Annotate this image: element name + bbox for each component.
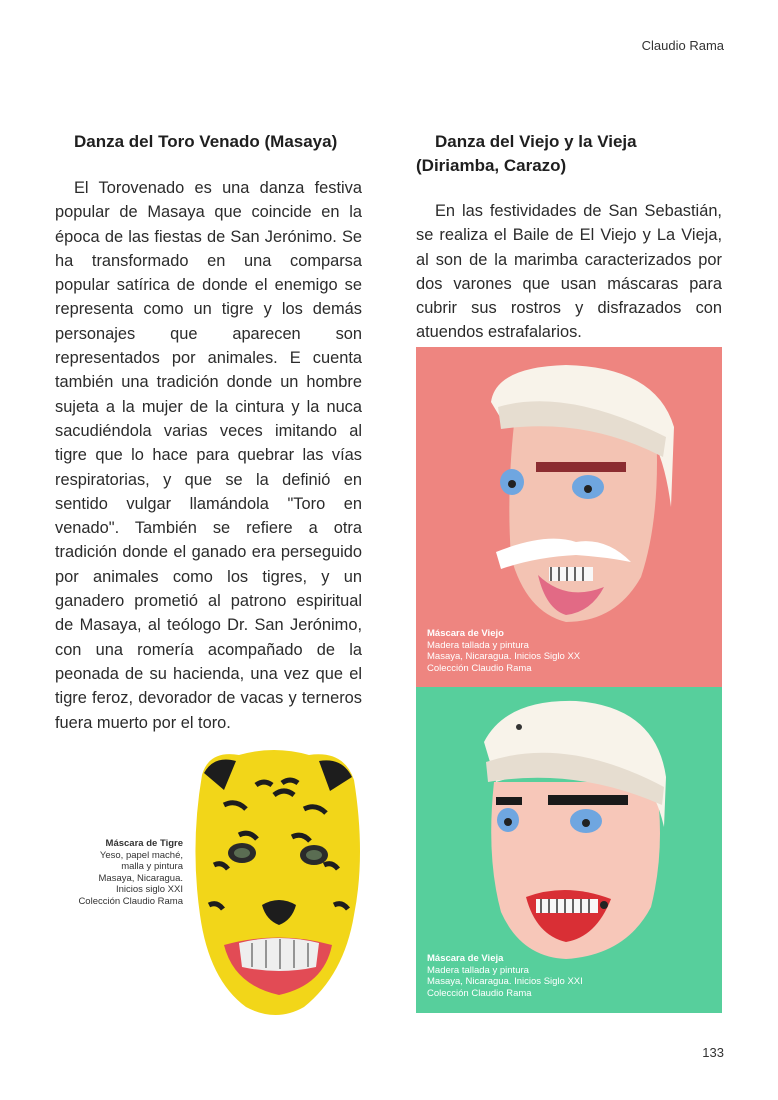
section-heading-viejo-vieja: Danza del Viejo y la Vieja (Diriamba, Carazo)	[416, 132, 637, 175]
caption-mascara-viejo	[427, 628, 580, 674]
caption-line: Colección Claudio Rama	[78, 895, 183, 907]
paragraph-toro-venado: El Torovenado es una danza festiva popular de Masaya que coincide en la época de las fiestas de San Jerónimo. Se ha transformado en una comparsa popular satírica de donde el enemigo se representa como un tigre y los demás personajes que aparecen son representados por animales. E cuenta también una tradición donde un hombre sujeta a la mujer de la cintura y la nuca sacudiéndola varias veces imitando al tigre que lo hace para quebrar las vías respiratorias, y que se la definió en sentido vulgar llamándola "Toro en venado". También se refiere a otra tradición donde el ganado era perseguido por animales como los tigres, y un ganadero prometió al patrono espiritual de Masaya, al teólogo Dr. San Jerónimo, con una romería acompañado de la peonada de su hacienda, una vez que el tigre feroz, devorador de vacas y terneros fuera muerto por el toro.	[55, 179, 362, 732]
caption-line: Masaya, Nicaragua.	[98, 872, 183, 884]
section-heading-toro-venado: Danza del Toro Venado (Masaya)	[74, 132, 338, 151]
paragraph-viejo-vieja: En las festividades de San Sebastián, se realiza el Baile de El Viejo y La Vieja, al son de la marimba caracterizados por dos varones que usan máscaras para cubrir sus rostros y disfrazados con atuendos estrafalarios.	[416, 202, 722, 342]
photo-mascara-tigre	[184, 745, 368, 1023]
caption-title: Máscara de Vieja	[427, 953, 504, 964]
caption-line: Colección Claudio Rama	[427, 987, 532, 999]
caption-mascara-vieja	[427, 953, 583, 999]
running-header-author: Claudio Rama	[641, 38, 724, 53]
caption-line: Madera tallada y pintura	[427, 964, 529, 976]
caption-line: Yeso, papel maché,	[99, 849, 183, 861]
page-number: 133	[702, 1045, 724, 1060]
caption-line: Madera tallada y pintura	[427, 639, 529, 651]
caption-line: Inicios siglo XXI	[115, 884, 183, 895]
right-column	[416, 130, 722, 345]
caption-line: Masaya, Nicaragua. Inicios Siglo XXI	[427, 976, 583, 987]
left-column	[55, 130, 362, 735]
caption-line: Colección Claudio Rama	[427, 662, 532, 674]
caption-line: malla y pintura	[121, 861, 183, 872]
caption-line: Masaya, Nicaragua. Inicios Siglo XX	[427, 651, 581, 662]
caption-title: Máscara de Tigre	[105, 838, 183, 849]
caption-mascara-tigre	[60, 838, 183, 907]
caption-title: Máscara de Viejo	[427, 628, 504, 639]
